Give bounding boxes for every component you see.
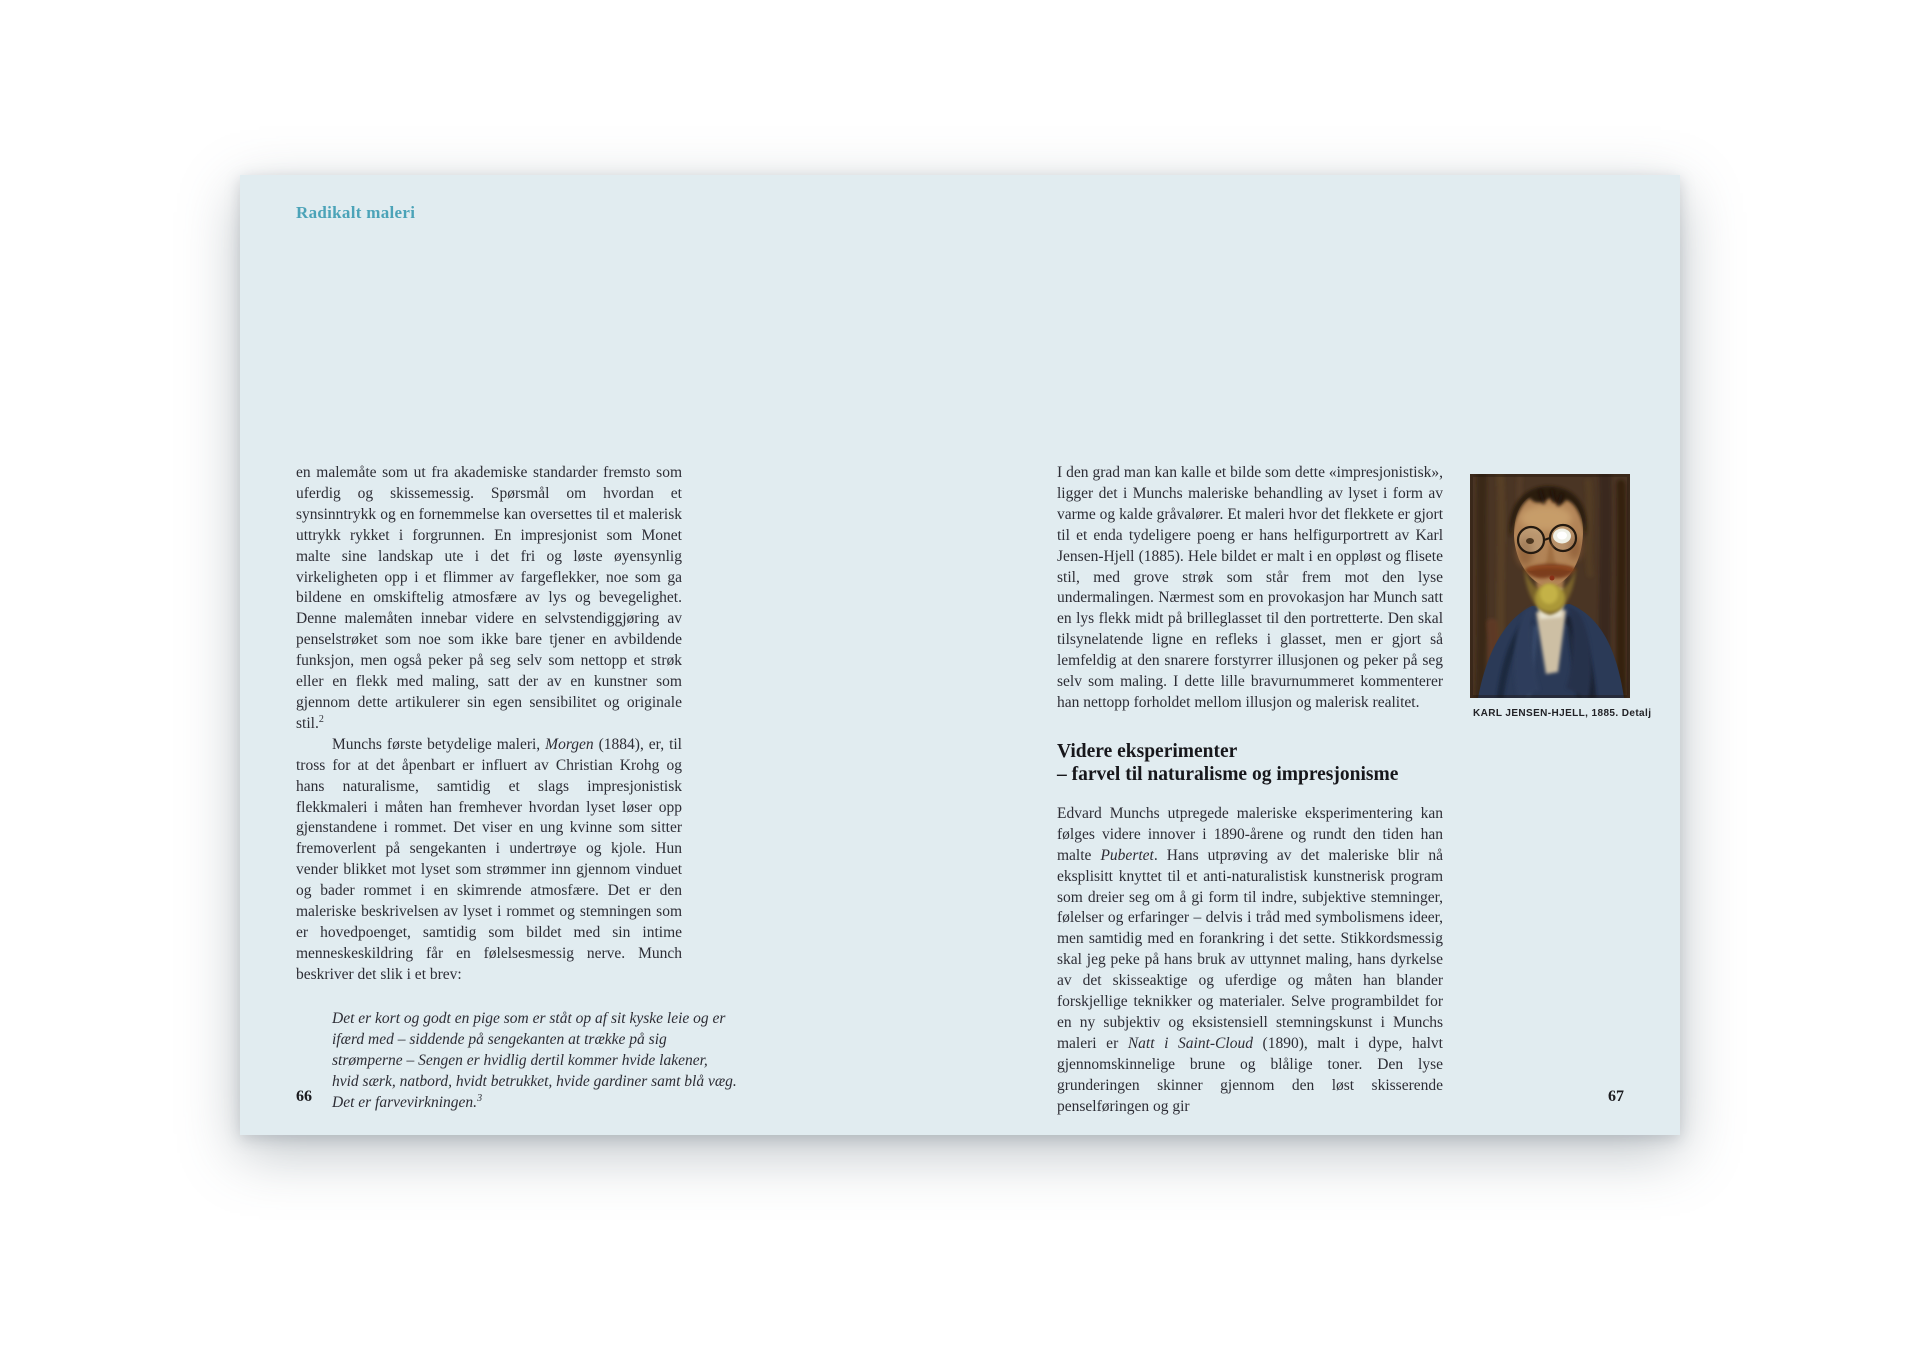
figure-caption: KARL JENSEN-HJELL, 1885. Detalj — [1473, 708, 1652, 719]
page-number-left: 66 — [296, 1088, 312, 1105]
right-text-column — [1057, 463, 1443, 1117]
book-spread — [240, 175, 1680, 1135]
paragraph: en malemåte som ut fra akademiske standarder fremsto som uferdig og skissemessig. Spørsmål om hvordan et synsinntrykk og en fornemmelse kan oversettes til et malerisk uttrykk rykket i forgrunnen. En impresjonist som Monet malte sine landskap ute i det fri og løste øyensynlig virkeligheten opp i et flimmer av fargeflekker, noe som ga bildene en omskiftelig atmosfære av lys og bevegelighet. Denne malemåten innebar videre en selvstendiggjøring av penselstrøket som noe som ikke bare tjener en avbildende funksjon, men også peker på seg selv som nettopp et strøk eller en flekk med maling, satt der av en kunstner som gjennom dette artikulerer sin egen sensibilitet og originale stil.$^2$ — [296, 464, 682, 732]
section-heading: Videre eksperimenter – farvel til naturalisme og impresjonisme — [1057, 740, 1399, 785]
block-quote: Det er kort og godt en pige som er ståt op af sit kyske leie og er ifærd med – siddende på sengekanten at trække på sig strømperne – Sengen er hvidlig dertil kommer hvide lakener, hvid særk, natbord, hvidt betrukket, hvide gardiner samt blå væg. Det er farvevirkningen.$^3$ — [332, 1009, 737, 1111]
page-number-right: 67 — [1608, 1088, 1624, 1105]
portrait-painting-karl-jensen-hjell — [1470, 474, 1630, 698]
artwork-title: Natt i Saint-Cloud — [1127, 1034, 1253, 1052]
footnote-marker: 2 — [318, 713, 324, 725]
artwork-title: Pubertet — [1100, 846, 1154, 864]
paragraph: Munchs første betydelige maleri, Morgen (1884), er, til tross for at det åpenbart er influert av Christian Krohg og hans naturalisme, samtidig et slags impresjonistisk flekkmaleri i måten han fremhever hvordan lyset løser opp gjenstandene i rommet. Det viser en ung kvinne som sitter fremoverlent på sengekanten i undertrøye og kjole. Hun vender blikket mot lyset som strømmer inn gjennom vinduet og bader rommet i en skimrende atmosfære. Det er den maleriske beskrivelsen av lyset i rommet og stemningen som er hovedpoenget, samtidig som bildet med sin intime menneskeskildring får en følelsesmessig nerve. Munch beskriver det slik i et brev: — [296, 735, 682, 983]
footnote-marker: 3 — [477, 1092, 483, 1104]
left-text-column — [296, 463, 737, 1113]
artwork-title: Morgen — [545, 735, 594, 753]
paragraph: Edvard Munchs utpregede maleriske eksperimentering kan følges videre innover i 1890-årene og rundt den tiden han malte Pubertet. Hans utprøving av det maleriske blir nå eksplisitt knyttet til et anti-naturalistisk kunstnerisk program som dreier seg om å gi form til indre, subjektive stemninger, følelser og erfaringer – delvis i tråd med symbolismens ideer, men samtidig med en forankring i det sette. Stikkordsmessig skal jeg peke på hans bruk av uttynnet maling, hans dyrkelse av det skisseaktige og uferdige og måten han blander forskjellige teknikker og materialer. Selve programbildet for en ny subjektiv og eksistensiell stemningskunst i Munchs maleri er Natt i Saint-Cloud (1890), malt i dype, halvt gjennomskinnelige brune og blålige toner. Den lyse grunderingen skinner gjennom den løst skisserende penselføringen og gir — [1057, 804, 1443, 1115]
painting-image — [1470, 474, 1630, 698]
running-header: Radikalt maleri — [296, 203, 416, 222]
paragraph: I den grad man kan kalle et bilde som dette «impresjonistisk», ligger det i Munchs maleriske behandling av lyset i form av varme og kalde gråvalører. Et maleri hvor det flekkete er gjort til et enda tydeligere poeng er hans helfigurportrett av Karl Jensen-Hjell (1885). Hele bildet er malt i en oppløst og flisete stil, med grove strøk som står frem mot den lyse undermalingen. Nærmest som en provokasjon har Munch satt en lys flekk midt på brilleglasset til den portretterte. Den skal tilsynelatende ligne en refleks i glasset, men er gjort så lemfeldig at den snarere forstyrrer illusjonen og peker på seg selv som maling. I dette lille bravurnummeret kommenterer han nettopp forholdet mellom illusjon og malerisk realitet. — [1057, 464, 1443, 711]
